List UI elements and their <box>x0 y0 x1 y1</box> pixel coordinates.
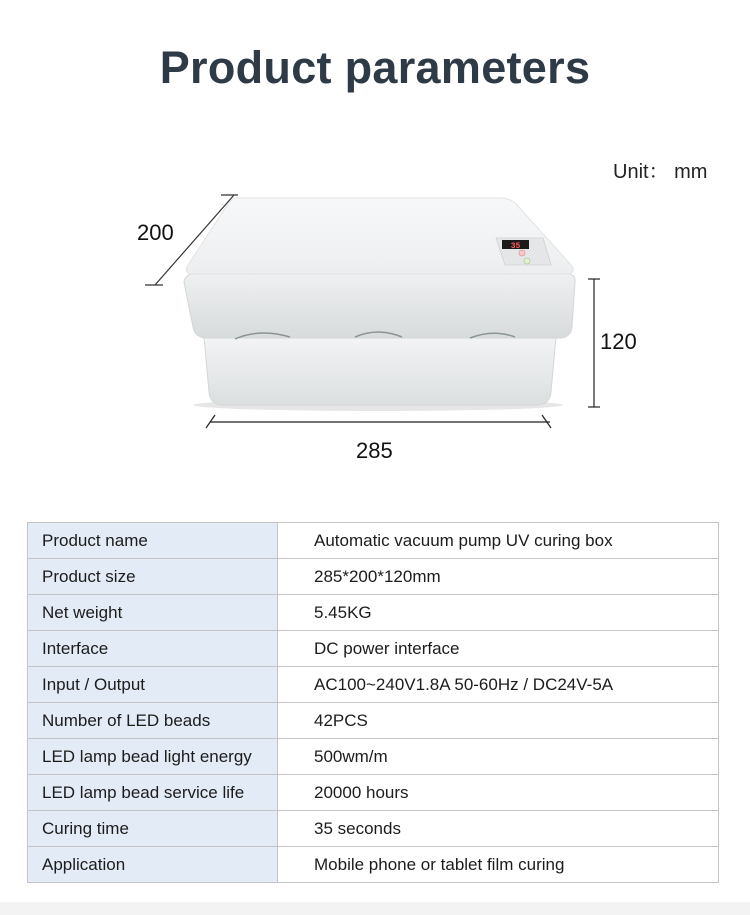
spec-label: Product size <box>28 559 278 595</box>
table-row <box>28 811 719 847</box>
width-dimension-line <box>206 415 551 428</box>
unit-label: Unit： mm <box>613 161 708 183</box>
spec-value: DC power interface <box>278 631 719 667</box>
svg-text:35: 35 <box>510 242 521 251</box>
table-row <box>28 595 719 631</box>
table-row <box>28 667 719 703</box>
table-row <box>28 703 719 739</box>
spec-value: Mobile phone or tablet film curing <box>278 847 719 883</box>
control-panel-icon <box>496 238 551 265</box>
spec-label: Input / Output <box>28 667 278 703</box>
spec-label: Net weight <box>28 595 278 631</box>
table-row <box>28 775 719 811</box>
depth-dimension-label: 200 <box>137 220 174 245</box>
spec-label: Product name <box>28 523 278 559</box>
table-row <box>28 559 719 595</box>
width-dimension-label: 285 <box>356 438 393 463</box>
table-row <box>28 523 719 559</box>
spec-label: Curing time <box>28 811 278 847</box>
spec-label: Application <box>28 847 278 883</box>
spec-label: LED lamp bead light energy <box>28 739 278 775</box>
table-row <box>28 847 719 883</box>
spec-label: Number of LED beads <box>28 703 278 739</box>
spec-value: 285*200*120mm <box>278 559 719 595</box>
table-row <box>28 631 719 667</box>
spec-value: Automatic vacuum pump UV curing box <box>278 523 719 559</box>
spec-label: Interface <box>28 631 278 667</box>
spec-value: 42PCS <box>278 703 719 739</box>
spec-table <box>27 522 719 883</box>
footer-divider <box>0 902 750 915</box>
spec-label: LED lamp bead service life <box>28 775 278 811</box>
height-dimension-label: 120 <box>600 329 637 354</box>
spec-value: 35 seconds <box>278 811 719 847</box>
spec-value: 500wm/m <box>278 739 719 775</box>
page-title: Product parameters <box>159 42 591 93</box>
table-row <box>28 739 719 775</box>
spec-value: 5.45KG <box>278 595 719 631</box>
spec-value: 20000 hours <box>278 775 719 811</box>
spec-value: AC100~240V1.8A 50-60Hz / DC24V-5A <box>278 667 719 703</box>
height-dimension-line <box>588 279 600 407</box>
